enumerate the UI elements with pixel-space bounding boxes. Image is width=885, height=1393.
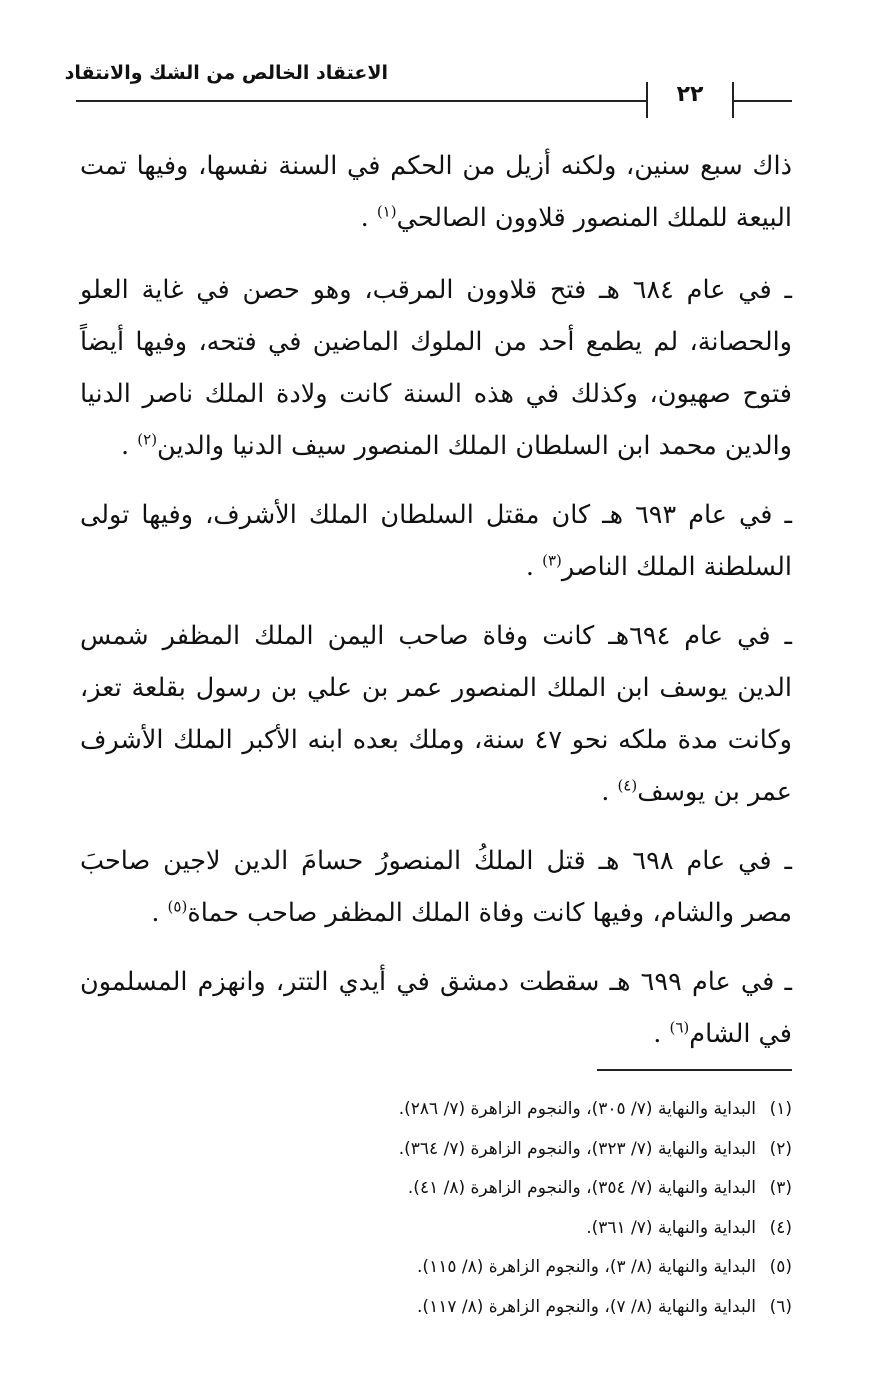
footnote-text: البداية والنهاية (٧/ ٣٢٣)، والنجوم الزاهرة (٧/ ٣٦٤). <box>398 1138 756 1159</box>
footnote-item <box>80 1169 792 1209</box>
footnote-number: (١) <box>769 1099 792 1119</box>
main-text <box>80 140 792 1077</box>
footnote-text: البداية والنهاية (٧/ ٣٦١). <box>586 1217 756 1238</box>
paragraph <box>80 140 792 244</box>
footnote-ref[interactable]: (٥) <box>167 897 188 916</box>
paragraph <box>80 489 792 593</box>
paragraph-end: . <box>653 1019 662 1049</box>
paragraph-end: . <box>360 203 369 233</box>
footnote-number: (٣) <box>769 1178 792 1198</box>
page-number: ٢٢ <box>676 82 704 107</box>
footnote-number: (٦) <box>769 1296 792 1317</box>
footnote-text: البداية والنهاية (٨/ ٣)، والنجوم الزاهرة (٨/ ١١٥). <box>417 1257 756 1277</box>
footnote-ref[interactable]: (٤) <box>617 776 638 795</box>
paragraph <box>80 835 792 939</box>
footnotes <box>80 1090 792 1327</box>
footnote-separator <box>597 1069 792 1071</box>
paragraph-text: ـ في عام ٦٨٤ هـ فتح قلاوون المرقب، وهو حصن في غاية العلو والحصانة، لم يطمع أحد من الملوك الماضين في فتحه، وفيها أيضاً فتوح صهيون، وكذلك في هذه السنة كانت ولادة الملك ناصر الدنيا والدين محمد ابن السلطان الملك المنصور سيف الدنيا والدين <box>80 275 792 461</box>
paragraph-end: . <box>525 552 534 582</box>
footnote-item <box>80 1209 792 1249</box>
footnote-number: (٥) <box>769 1257 792 1277</box>
footnote-text: البداية والنهاية (٧/ ٣٠٥)، والنجوم الزاهرة (٧/ ٢٨٦). <box>398 1099 756 1119</box>
paragraph <box>80 956 792 1060</box>
footnote-text: البداية والنهاية (٧/ ٣٥٤)، والنجوم الزاهرة (٨/ ٤١). <box>407 1178 756 1198</box>
footnote-number: (٢) <box>769 1138 792 1159</box>
footnote-number: (٤) <box>769 1217 792 1238</box>
footnote-item <box>80 1090 792 1130</box>
footnote-ref[interactable]: (٦) <box>669 1018 690 1037</box>
paragraph-end: . <box>601 777 610 807</box>
footnote-text: البداية والنهاية (٨/ ٧)، والنجوم الزاهرة (٨/ ١١٧). <box>417 1296 756 1317</box>
paragraph-text: ـ في عام ٦٩٤هـ كانت وفاة صاحب اليمن الملك المظفر شمس الدين يوسف ابن الملك المنصور عمر بن علي بن رسول بقلعة تعز، وكانت مدة ملكه نحو ٤٧ سنة، وملك بعده ابنه الأكبر الملك الأشرف عمر بن يوسف <box>80 621 792 807</box>
paragraph-end: . <box>151 898 160 928</box>
paragraph-text: ـ في عام ٦٩٨ هـ قتل الملكُ المنصورُ حسامَ الدين لاجين صاحبَ مصر والشام، وفيها كانت وفاة الملك المظفر صاحب حماة <box>80 846 792 928</box>
footnote-ref[interactable]: (٢) <box>137 430 158 449</box>
header-rule-left <box>76 100 648 102</box>
running-header-title: الاعتقاد الخالص من الشك والانتقاد <box>64 62 388 84</box>
footnote-ref[interactable]: (١) <box>376 202 397 221</box>
paragraph <box>80 610 792 818</box>
footnote-item <box>80 1130 792 1170</box>
footnote-item <box>80 1288 792 1328</box>
footnote-ref[interactable]: (٣) <box>542 551 562 570</box>
paragraph-text: ـ في عام ٦٩٣ هـ كان مقتل السلطان الملك الأشرف، وفيها تولى السلطنة الملك الناصر <box>80 500 792 582</box>
paragraph-end: . <box>121 431 130 461</box>
paragraph <box>80 264 792 472</box>
paragraph-text: ذاك سبع سنين، ولكنه أزيل من الحكم في السنة نفسها، وفيها تمت البيعة للملك المنصور قلاوون الصالحي <box>80 151 792 233</box>
footnote-item <box>80 1248 792 1288</box>
paragraph-text: ـ في عام ٦٩٩ هـ سقطت دمشق في أيدي التتر، وانهزم المسلمون في الشام <box>80 967 792 1049</box>
header-rule-right <box>732 100 792 102</box>
